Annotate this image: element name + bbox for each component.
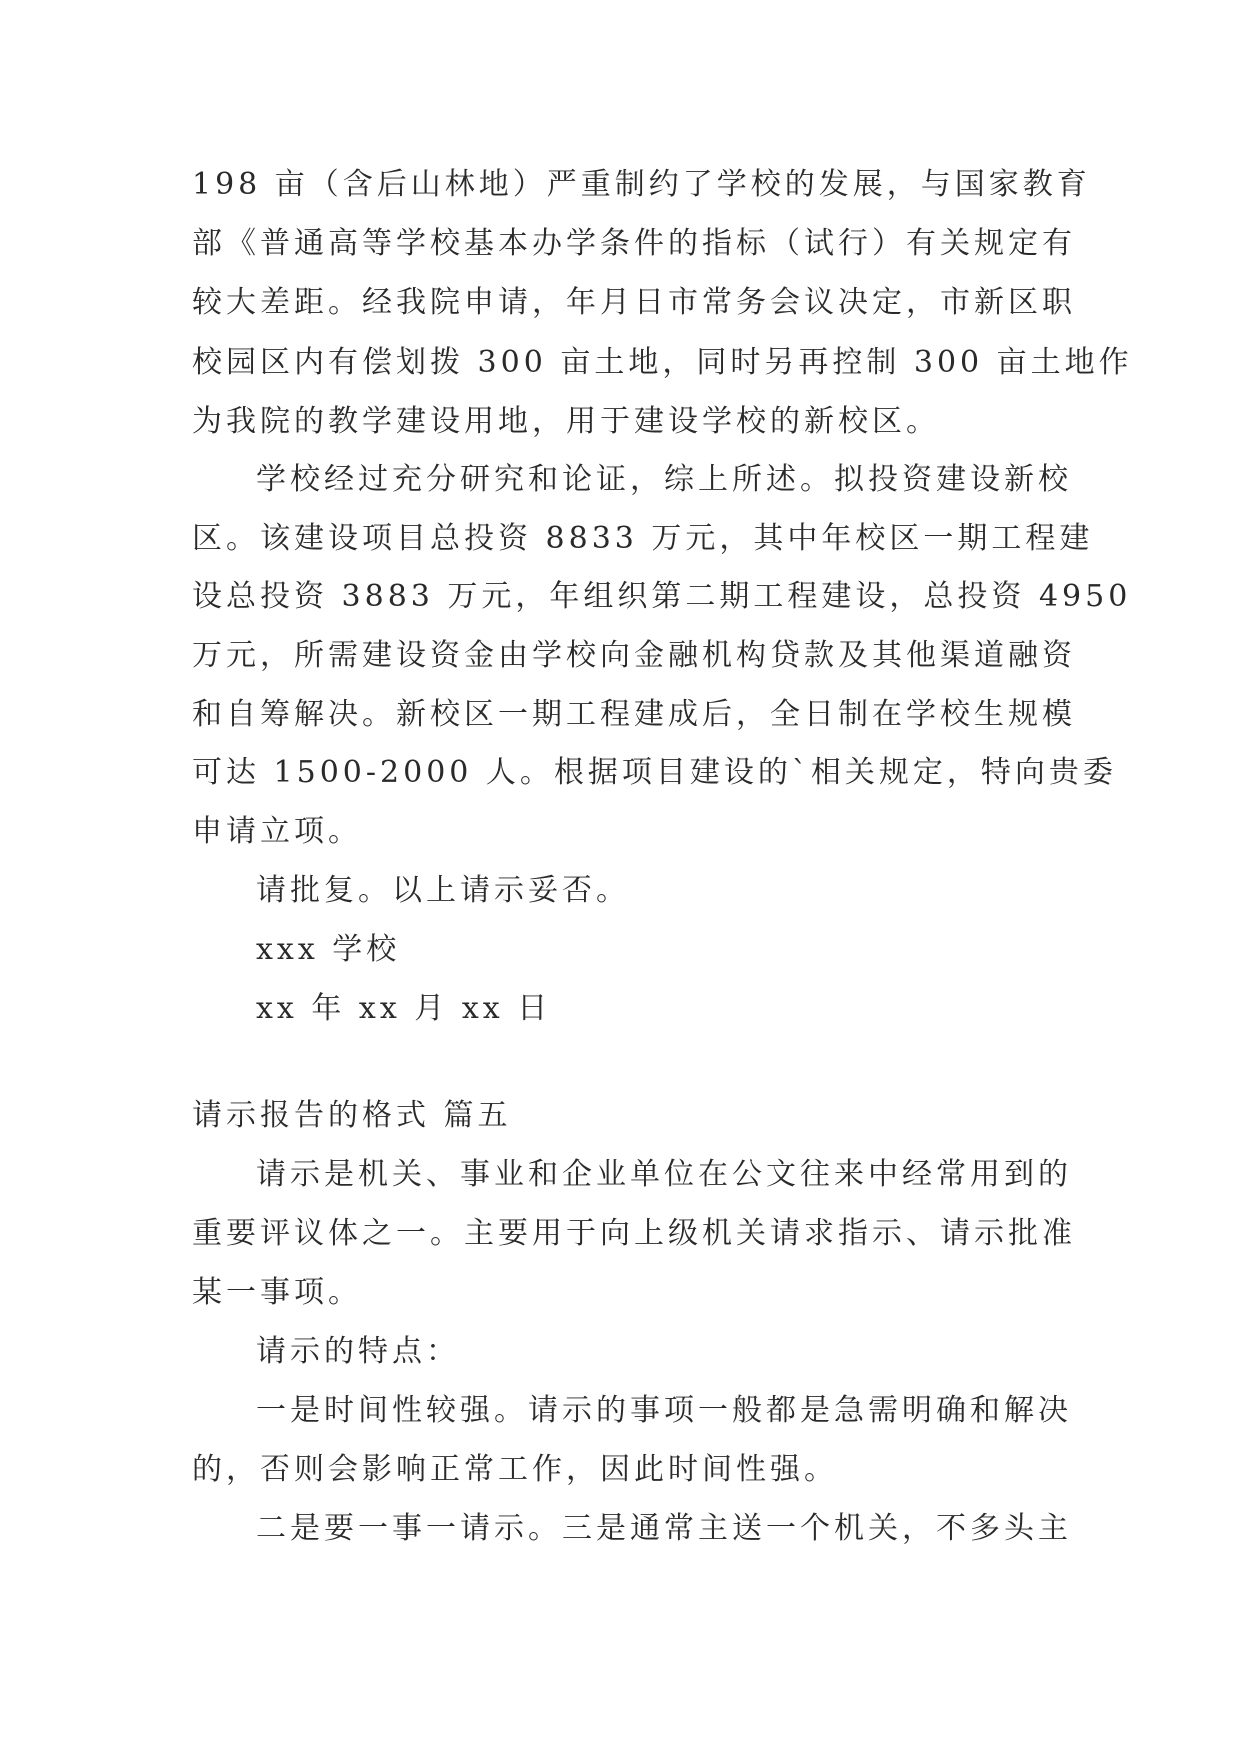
paragraph-first-line: 请示是机关、事业和企业单位在公文往来中经常用到的 <box>256 1157 1072 1192</box>
body-line: 某一事项。 <box>192 1275 362 1310</box>
body-line: 重要评议体之一。主要用于向上级机关请求指示、请示批准 <box>192 1216 1076 1251</box>
body-line: 的，否则会影响正常工作，因此时间性强。 <box>192 1452 838 1487</box>
signature-date: xx 年 xx 月 xx 日 <box>256 991 552 1026</box>
closing-line: 请批复。以上请示妥否。 <box>256 873 630 908</box>
body-line: 和自筹解决。新校区一期工程建成后，全日制在学校生规模 <box>192 697 1076 732</box>
paragraph-first-line: 请示的特点： <box>256 1334 460 1369</box>
paragraph-first-line: 学校经过充分研究和论证，综上所述。拟投资建设新校 <box>256 462 1072 497</box>
body-line: 设总投资 3883 万元，年组织第二期工程建设，总投资 4950 <box>192 579 1132 614</box>
paragraph-first-line: 一是时间性较强。请示的事项一般都是急需明确和解决 <box>256 1393 1072 1428</box>
body-line: 为我院的教学建设用地，用于建设学校的新校区。 <box>192 404 940 439</box>
signature-org: xxx 学校 <box>256 932 401 967</box>
body-line: 可达 1500-2000 人。根据项目建设的`相关规定，特向贵委 <box>192 755 1117 790</box>
section-heading: 请示报告的格式 篇五 <box>192 1098 512 1133</box>
body-line: 部《普通高等学校基本办学条件的指标（试行）有关规定有 <box>192 226 1076 261</box>
body-line: 申请立项。 <box>192 814 362 849</box>
body-line: 校园区内有偿划拨 300 亩土地，同时另再控制 300 亩土地作 <box>192 345 1133 380</box>
body-line: 区。该建设项目总投资 8833 万元，其中年校区一期工程建 <box>192 521 1094 556</box>
paragraph-first-line: 二是要一事一请示。三是通常主送一个机关，不多头主 <box>256 1511 1072 1546</box>
body-line: 较大差距。经我院申请，年月日市常务会议决定，市新区职 <box>192 285 1076 320</box>
body-line: 198 亩（含后山林地）严重制约了学校的发展，与国家教育 <box>192 167 1091 202</box>
body-line: 万元，所需建设资金由学校向金融机构贷款及其他渠道融资 <box>192 638 1076 673</box>
